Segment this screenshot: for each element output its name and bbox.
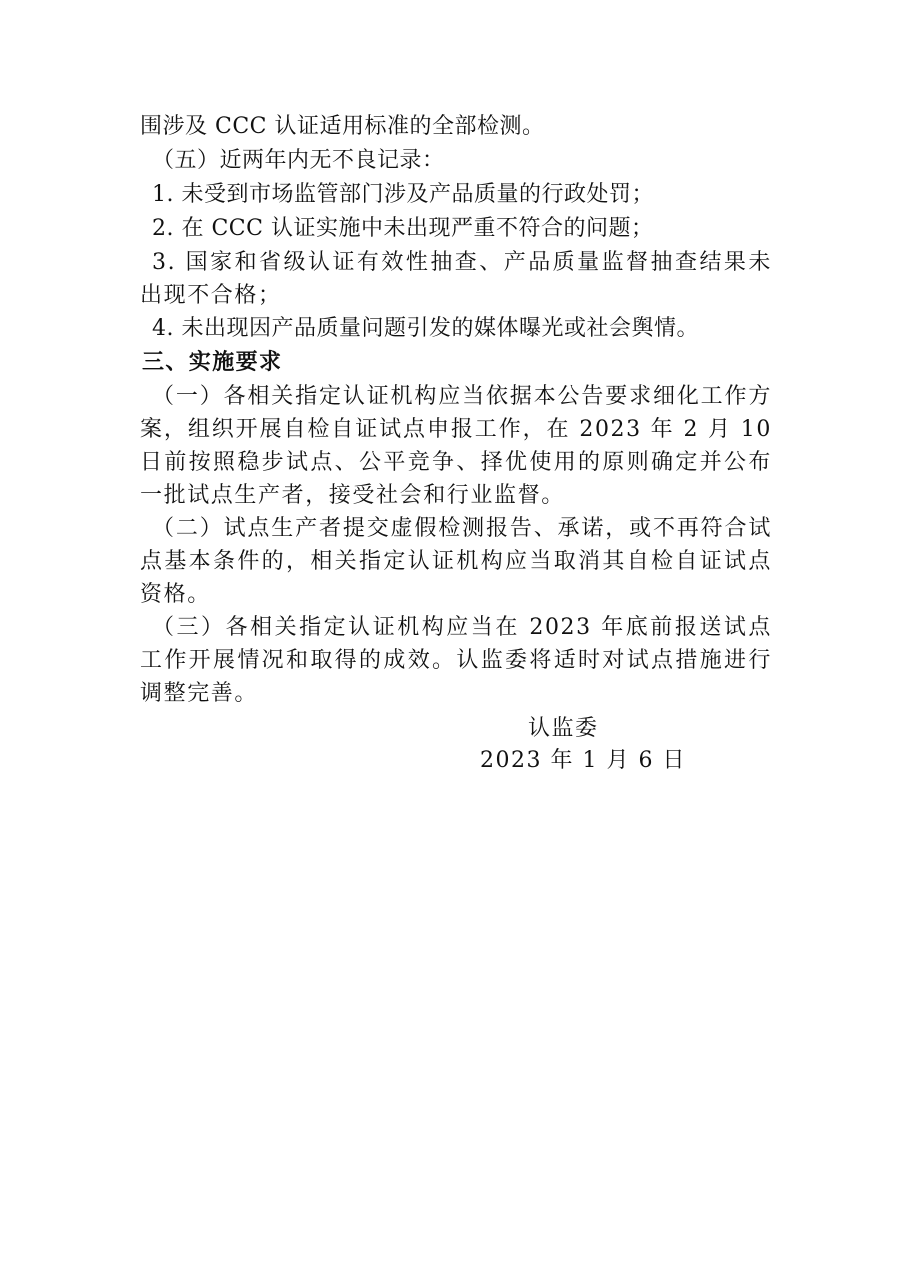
item-5-point-3: 3. 国家和省级认证有效性抽查、产品质量监督抽查结果未出现不合格； [140, 250, 772, 308]
signature-organization: 认监委 [528, 716, 599, 741]
requirement-3: （三）各相关指定认证机构应当在 2023 年底前报送试点工作开展情况和取得的成效。认监委将适时对试点措施进行调整完善。 [140, 615, 772, 706]
intro-tail-line: 围涉及 CCC 认证适用标准的全部检测。 [140, 114, 545, 139]
item-5-point-1: 1. 未受到市场监管部门涉及产品质量的行政处罚； [152, 182, 654, 207]
section-3-heading: 三、实施要求 [142, 350, 283, 375]
item-5-point-2: 2. 在 CCC 认证实施中未出现严重不符合的问题； [152, 216, 654, 241]
item-5-point-4: 4. 未出现因产品质量问题引发的媒体曝光或社会舆情。 [152, 316, 699, 341]
item-5-heading: （五）近两年内无不良记录： [152, 148, 445, 173]
requirement-1: （一）各相关指定认证机构应当依据本公告要求细化工作方案，组织开展自检自证试点申报工作，在 2023 年 2 月 10 日前按照稳步试点、公平竞争、择优使用的原则确定并公布一批试点生产者，接受社会和行业监督。 [140, 384, 772, 508]
document-body [140, 110, 772, 710]
requirement-2: （二）试点生产者提交虚假检测报告、承诺，或不再符合试点基本条件的，相关指定认证机构应当取消其自检自证试点资格。 [140, 516, 772, 607]
signature-date: 2023 年 1 月 6 日 [480, 748, 686, 773]
